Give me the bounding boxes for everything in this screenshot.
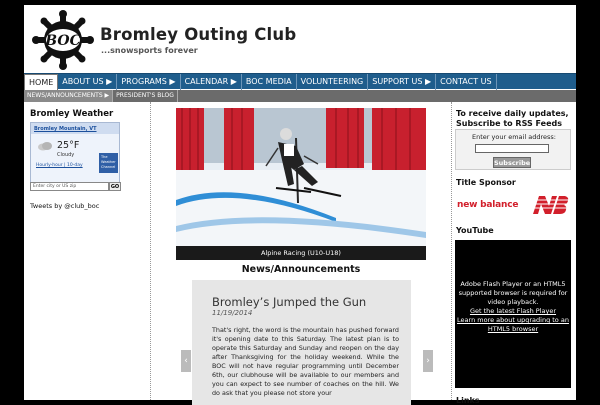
youtube-heading: YouTube bbox=[456, 226, 494, 235]
email-input[interactable] bbox=[475, 144, 549, 153]
subscribe-button[interactable]: Subscribe bbox=[494, 159, 531, 167]
sponsor-name: new balance bbox=[457, 200, 519, 210]
flash-player-link[interactable]: Get the latest Flash Player bbox=[469, 307, 557, 315]
main-nav bbox=[24, 73, 576, 89]
next-post-arrow-icon[interactable]: › bbox=[423, 350, 433, 372]
nav-item-programs[interactable]: PROGRAMS ▶ bbox=[117, 74, 180, 90]
post-body: That's right, the word is the mountain has pushed forward it's opening date to this Saturday. The latest plan is to operate this Saturday and Sunday and reopen on the day after Thanksgiving for the holiday weekend. While the BOC will not have regular programming until December 6th, our clubhouse will be available to our members and you can expect to see number of coaches on the hill. We do ask that you please not store your bbox=[212, 326, 399, 397]
nav-item-home[interactable]: HOME bbox=[24, 74, 58, 90]
post-title[interactable]: Bromley’s Jumped the Gun bbox=[212, 295, 367, 309]
nav-item-volunteering[interactable]: VOLUNTEERING bbox=[297, 74, 369, 90]
prev-post-arrow-icon[interactable]: ‹ bbox=[181, 350, 191, 372]
tweets-link[interactable]: Tweets by @club_boc bbox=[30, 202, 100, 210]
site-title[interactable]: Bromley Outing Club bbox=[100, 25, 297, 44]
nav-item-support-us[interactable]: SUPPORT US ▶ bbox=[368, 74, 436, 90]
weather-condition: Cloudy bbox=[57, 152, 75, 158]
page bbox=[24, 5, 576, 405]
site-tagline: ...snowsports forever bbox=[101, 46, 198, 55]
subnav-item-news[interactable]: NEWS/ANNOUNCEMENTS ▶ bbox=[24, 90, 113, 102]
cloud-icon bbox=[37, 141, 53, 151]
logo-text: BOC bbox=[45, 33, 81, 49]
featured-slideshow[interactable] bbox=[176, 108, 426, 260]
links-heading: Links bbox=[456, 396, 480, 405]
nav-item-calendar[interactable]: CALENDAR ▶ bbox=[181, 74, 242, 90]
post-date: 11/19/2014 bbox=[212, 309, 253, 317]
alpine-racer-image bbox=[176, 108, 426, 246]
weather-go-button[interactable]: GO bbox=[110, 184, 120, 190]
nb-mark-icon bbox=[529, 194, 569, 216]
weather-widget bbox=[30, 122, 120, 190]
subnav-item-presidents-blog[interactable]: PRESIDENT'S BLOG bbox=[113, 90, 178, 102]
main-content bbox=[150, 102, 450, 400]
email-label: Enter your email address: bbox=[472, 133, 556, 141]
youtube-video-player[interactable] bbox=[455, 240, 571, 388]
html5-upgrade-link[interactable]: Learn more about upgrading to an HTML5 browser bbox=[457, 316, 569, 333]
site-header bbox=[24, 5, 576, 72]
nav-item-boc-media[interactable]: BOC MEDIA bbox=[242, 74, 297, 90]
news-post bbox=[192, 280, 411, 405]
sub-nav bbox=[24, 90, 576, 102]
weather-location-link[interactable]: Bromley Mountain, VT bbox=[31, 123, 119, 134]
weather-temperature: 25°F bbox=[57, 140, 80, 151]
nav-item-contact-us[interactable]: CONTACT US bbox=[436, 74, 496, 90]
nav-item-about-us[interactable]: ABOUT US ▶ bbox=[58, 74, 117, 90]
rss-subscribe-form bbox=[455, 129, 571, 170]
video-message bbox=[457, 280, 569, 334]
boc-logo-icon[interactable] bbox=[30, 10, 96, 70]
weather-forecast-links[interactable]: Hourly-hour | 10-day bbox=[36, 163, 83, 168]
slide-caption: Alpine Racing (U10-U18) bbox=[261, 249, 341, 257]
video-requirement-text: Adobe Flash Player or an HTML5 supported browser is required for video playback. bbox=[458, 280, 568, 306]
right-sidebar bbox=[451, 102, 576, 405]
weather-channel-badge[interactable]: The Weather Channel bbox=[99, 153, 118, 173]
weather-heading: Bromley Weather bbox=[30, 109, 114, 119]
left-sidebar bbox=[24, 102, 149, 400]
weather-search-input[interactable]: Enter city or US zip bbox=[30, 182, 109, 191]
rss-heading: To receive daily updates, Subscribe to RSS Feeds bbox=[456, 109, 569, 128]
sponsor-heading: Title Sponsor bbox=[456, 178, 516, 187]
new-balance-logo[interactable] bbox=[455, 192, 571, 218]
news-heading: News/Announcements bbox=[241, 264, 361, 275]
